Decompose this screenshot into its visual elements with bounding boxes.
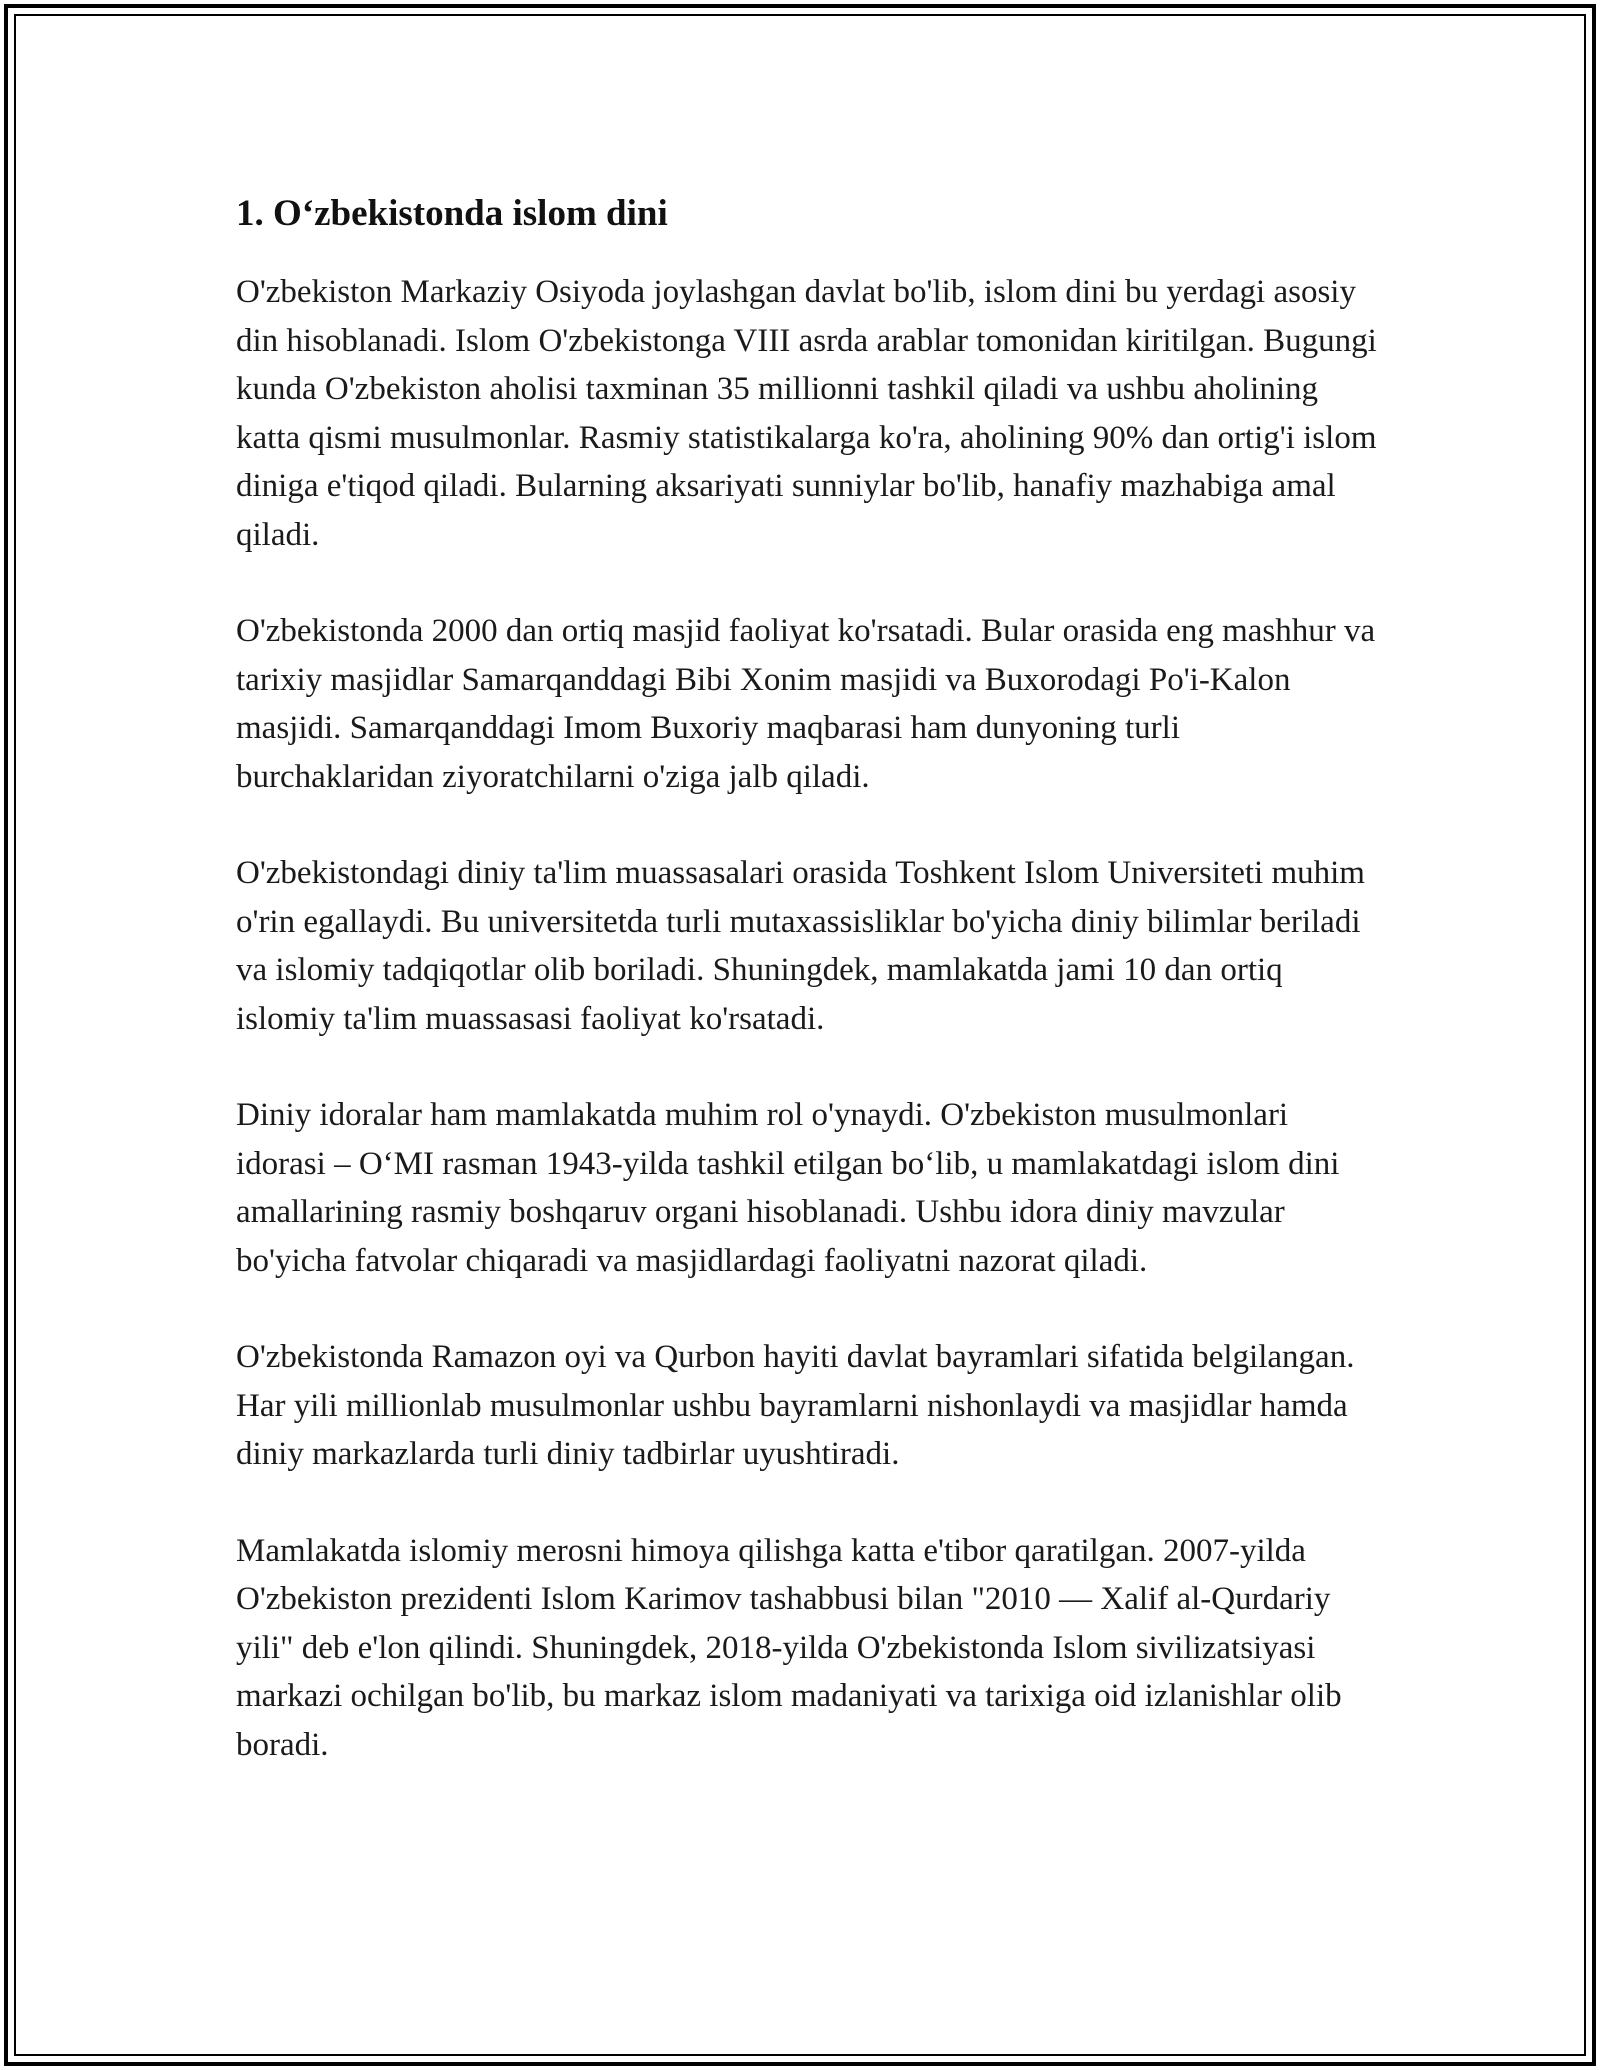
paragraph-islam-in-uzbekistan: O'zbekiston Markaziy Osiyoda joylashgan davlat bo'lib, islom dini bu yerdagi asosiy din hisoblanadi. Islom O'zbekistonga VIII asrda arablar tomonidan kiritilgan. Bugungi kunda O'zbekiston aholisi taxminan 35 millionni tashkil qiladi va ushbu aholining katta qismi musulmonlar. Rasmiy statistikalarga ko'ra, aholining 90% dan ortig'i islom diniga e'tiqod qiladi. Bularning aksariyati sunniylar bo'lib, hanafiy mazhabiga amal qiladi.	[236, 274, 1377, 553]
paragraph-mosques: O'zbekistonda 2000 dan ortiq masjid faoliyat ko'rsatadi. Bular orasida eng mashhur va tarixiy masjidlar Samarqanddagi Bibi Xonim masjidi va Buxorodagi Po'i-Kalon masjidi. Samarqanddagi Imom Buxoriy maqbarasi ham dunyoning turli burchaklaridan ziyoratchilarni o'ziga jalb qiladi.	[236, 613, 1376, 795]
paragraph-religious-holidays: O'zbekistonda Ramazon oyi va Qurbon hayiti davlat bayramlari sifatida belgilangan. Har yili millionlab musulmonlar ushbu bayramlarni nishonlaydi va masjidlar hamda diniy markazlarda turli diniy tadbirlar uyushtiradi.	[236, 1339, 1355, 1472]
section-title: 1. O‘zbekistonda islom dini	[236, 193, 668, 234]
document-body	[236, 182, 1386, 1769]
paragraph-islamic-heritage: Mamlakatda islomiy merosni himoya qilishga katta e'tibor qaratilgan. 2007-yilda O'zbekiston prezidenti Islom Karimov tashabbusi bilan "2010 — Xalif al-Qurdariy yili" deb e'lon qilindi. Shuningdek, 2018-yilda O'zbekistonda Islom sivilizatsiyasi markazi ochilgan bo'lib, bu markaz islom madaniyati va tarixiga oid izlanishlar olib boradi.	[236, 1532, 1342, 1763]
paragraph-religious-education: O'zbekistondagi diniy ta'lim muassasalari orasida Toshkent Islom Universiteti muhim o'rin egallaydi. Bu universitetda turli mutaxassisliklar bo'yicha diniy bilimlar beriladi va islomiy tadqiqotlar olib boriladi. Shuningdek, mamlakatda jami 10 dan ortiq islomiy ta'lim muassasasi faoliyat ko'rsatadi.	[236, 855, 1365, 1037]
paragraph-religious-administration: Diniy idoralar ham mamlakatda muhim rol o'ynaydi. O'zbekiston musulmonlari idorasi – O‘MI rasman 1943-yilda tashkil etilgan bo‘lib, u mamlakatdagi islom dini amallarining rasmiy boshqaruv organi hisoblanadi. Ushbu idora diniy mavzular bo'yicha fatvolar chiqaradi va masjidlardagi faoliyatni nazorat qiladi.	[236, 1097, 1340, 1279]
